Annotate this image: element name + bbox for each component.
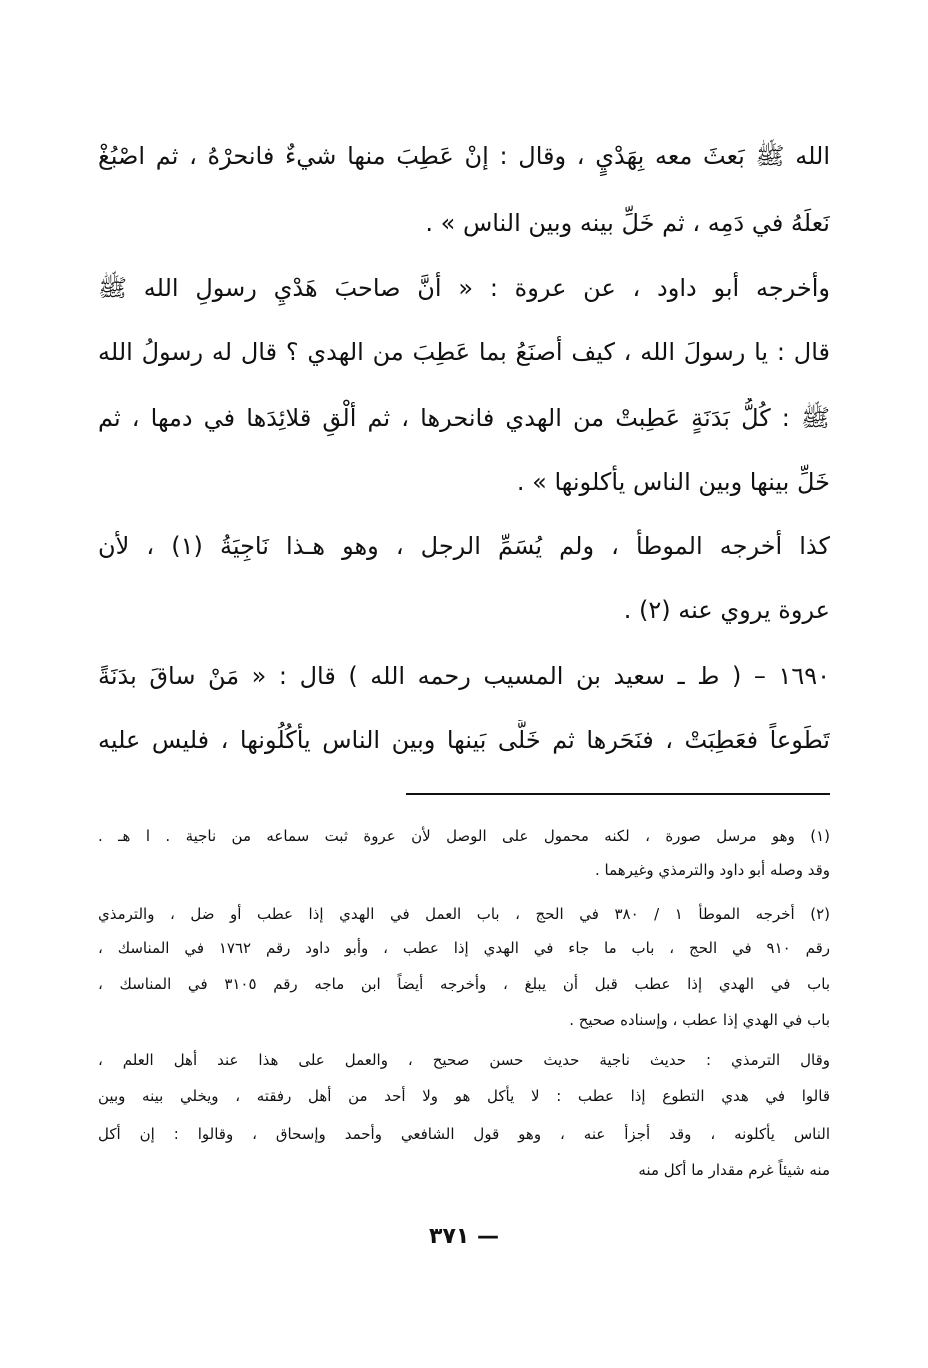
footnote-2-line-7: الناس يأكلونه ، وقد أجزأ عنه ، وهو قول الشافعي وأحمد وإسحاق ، وقالوا : إن أكل xyxy=(98,1125,830,1143)
body-line-10: تَطَوعاً فعَطِبَتْ ، فنَحَرها ثم خَلَّى بَينها وبين الناس يأكُلُونها ، فليس عليه xyxy=(98,726,830,754)
body-line-2: نَعلَهُ في دَمِه ، ثم خَلِّ بينه وبين الناس » . xyxy=(425,209,830,237)
footnote-2-line-8: منه شيئاً غرم مقدار ما أكل منه xyxy=(638,1161,830,1179)
footnote-2-line-4: باب في الهدي إذا عطب ، وإسناده صحيح . xyxy=(569,1011,830,1029)
body-line-6: خَلِّ بينها وبين الناس يأكلونها » . xyxy=(516,468,830,496)
body-line-1: الله ﷺ بَعثَ معه بِهَدْيٍ ، وقال : إنْ عَطِبَ منها شيءٌ فانحرْهُ ، ثم اصْبُغْ xyxy=(98,142,830,170)
footnote-2-line-2: رقم ٩١٠ في الحج ، باب ما جاء في الهدي إذا عطب ، وأبو داود رقم ١٧٦٢ في المناسك ، xyxy=(98,939,830,957)
body-line-5: ﷺ : كُلُّ بَدَنَةٍ عَطِبتْ من الهدي فانحرها ، ثم ألْقِ قلائِدَها في دمها ، ثم xyxy=(98,404,830,432)
footnote-separator xyxy=(406,793,830,795)
page-number: — ٣٧١ xyxy=(429,1224,499,1249)
hadith-1690-heading: ١٦٩٠ – ( ط ـ سعيد بن المسيب رحمه الله ) قال : « مَنْ ساقَ بدَنَةً xyxy=(98,662,830,690)
footnote-2-line-1: (٢) أخرجه الموطأ ١ / ٣٨٠ في الحج ، باب العمل في الهدي إذا عطب أو ضل ، والترمذي xyxy=(98,905,830,923)
footnote-1-line-2: وقد وصله أبو داود والترمذي وغيرهما . xyxy=(595,861,830,879)
body-line-4: قال : يا رسولَ الله ، كيف أصنَعُ بما عَطِبَ من الهدي ؟ قال له رسولُ الله xyxy=(98,338,830,366)
footnote-2-line-3: باب في الهدي إذا عطب قبل أن يبلغ ، وأخرجه أيضاً ابن ماجه رقم ٣١٠٥ في المناسك ، xyxy=(98,975,830,993)
body-line-7: كذا أخرجه الموطأ ، ولم يُسَمِّ الرجل ، وهو هـذا نَاجِيَةُ (١) ، لأن xyxy=(98,532,830,560)
footnote-2-line-5: وقال الترمذي : حديث ناجية حديث حسن صحيح ، والعمل على هذا عند أهل العلم ، xyxy=(98,1051,830,1069)
body-line-3: وأخرجه أبو داود ، عن عروة : « أنَّ صاحبَ هَدْيِ رسولِ الله ﷺ xyxy=(98,274,830,302)
footnote-1-line-1: (١) وهو مرسل صورة ، لكنه محمول على الوصل لأن عروة ثبت سماعه من ناجية . ا هـ . xyxy=(98,827,830,845)
footnote-2-line-6: قالوا في هدي التطوع إذا عطب : لا يأكل هو ولا أحد من أهل رفقته ، ويخلي بينه وبين xyxy=(98,1087,830,1105)
body-line-8: عروة يروي عنه (٢) . xyxy=(623,596,830,624)
